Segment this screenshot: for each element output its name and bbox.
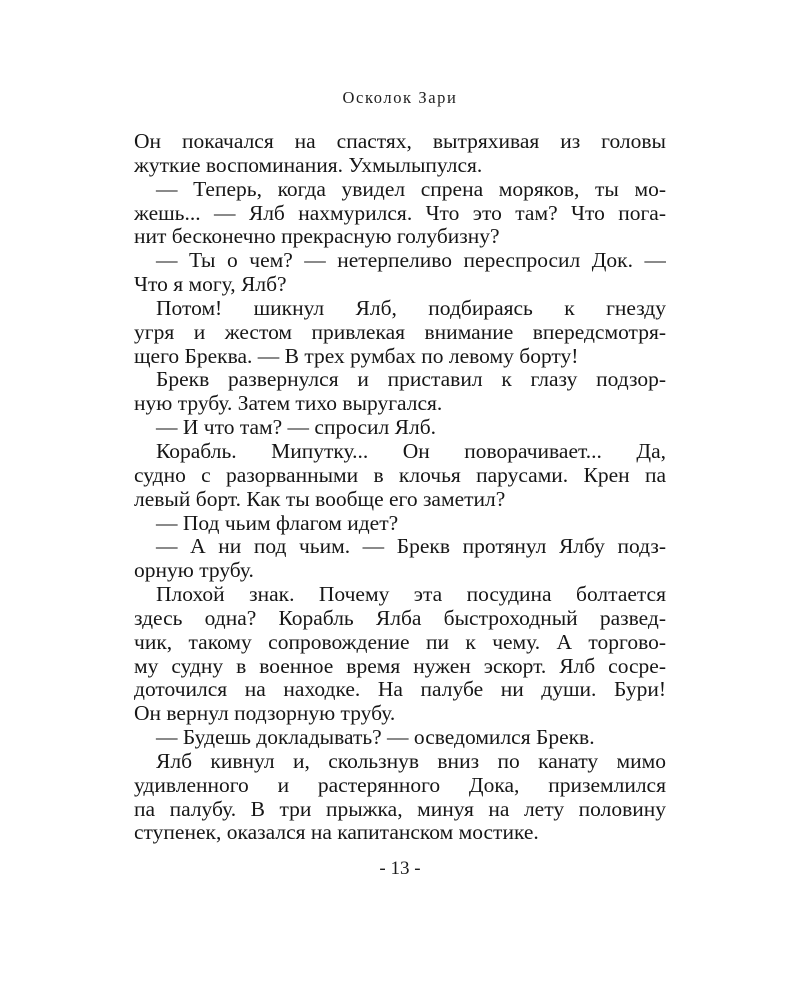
text-line: — Будешь докладывать? — осведомился Брекв. [156, 726, 595, 750]
text-line: — А ни под чьим. — Брекв протянул Ялбу подз- [156, 535, 666, 559]
text-line: му судну в военное время нужен эскорт. Ялб сосре- [134, 654, 666, 678]
page-number: - 13 - [379, 858, 421, 879]
text-line: Плохой знак. Почему эта посудина болтается [156, 583, 666, 607]
text-line: удивленного и растерянного Дока, приземлился [134, 773, 666, 797]
text-line: здесь одна? Корабль Ялба быстроходный развед- [134, 606, 666, 630]
text-line: ступенек, оказался на капитанском мостике. [134, 821, 539, 845]
text-line: угря и жестом привлекая внимание впередсмотря- [134, 320, 666, 344]
text-line: жешь... — Ялб нахмурился. Что это там? Что пога- [134, 201, 666, 225]
text-line: орную трубу. [134, 559, 254, 583]
text-line: Брекв развернулся и приставил к глазу подзор- [156, 368, 666, 392]
text-line: Что я могу, Ялб? [134, 273, 287, 297]
text-line: жуткие воспоминания. Ухмылыпулся. [134, 153, 483, 177]
text-line: Ялб кивнул и, скользнув вниз по канату мимо [156, 749, 666, 773]
text-line: ную трубу. Затем тихо выругался. [134, 392, 443, 416]
text-line: нит бесконечно прекрасную голубизну? [134, 225, 500, 249]
text-line: — Ты о чем? — нетерпеливо переспросил Док. — [156, 249, 666, 273]
text-line: Он покачался на спастях, вытряхивая из головы [134, 130, 666, 153]
text-line: чик, такому сопровождение пи к чему. А торгово- [134, 630, 666, 654]
text-line: Корабль. Мипутку... Он поворачивает... Да, [156, 439, 666, 463]
text-line: левый борт. Как ты вообще его заметил? [134, 487, 506, 511]
text-line: — Теперь, когда увидел спрена моряков, ты мо- [156, 177, 666, 201]
text-line: — И что там? — спросил Ялб. [156, 416, 437, 440]
text-line: Он вернул подзорную трубу. [134, 702, 396, 726]
body-text [134, 130, 666, 845]
text-line: — Под чьим флагом идет? [156, 511, 399, 535]
text-line: па палубу. В три прыжка, минуя на лету половину [134, 797, 666, 821]
text-line: доточился на находке. На палубе ни души. Бури! [134, 678, 666, 702]
text-line: судно с разорванными в клочья парусами. Крен па [134, 463, 666, 487]
text-line: Потом! шикнул Ялб, подбираясь к гнезду [156, 296, 666, 320]
running-head: Осколок Зари [342, 88, 458, 107]
text-line: щего Бреква. — В трех румбах по левому борту! [134, 344, 579, 368]
